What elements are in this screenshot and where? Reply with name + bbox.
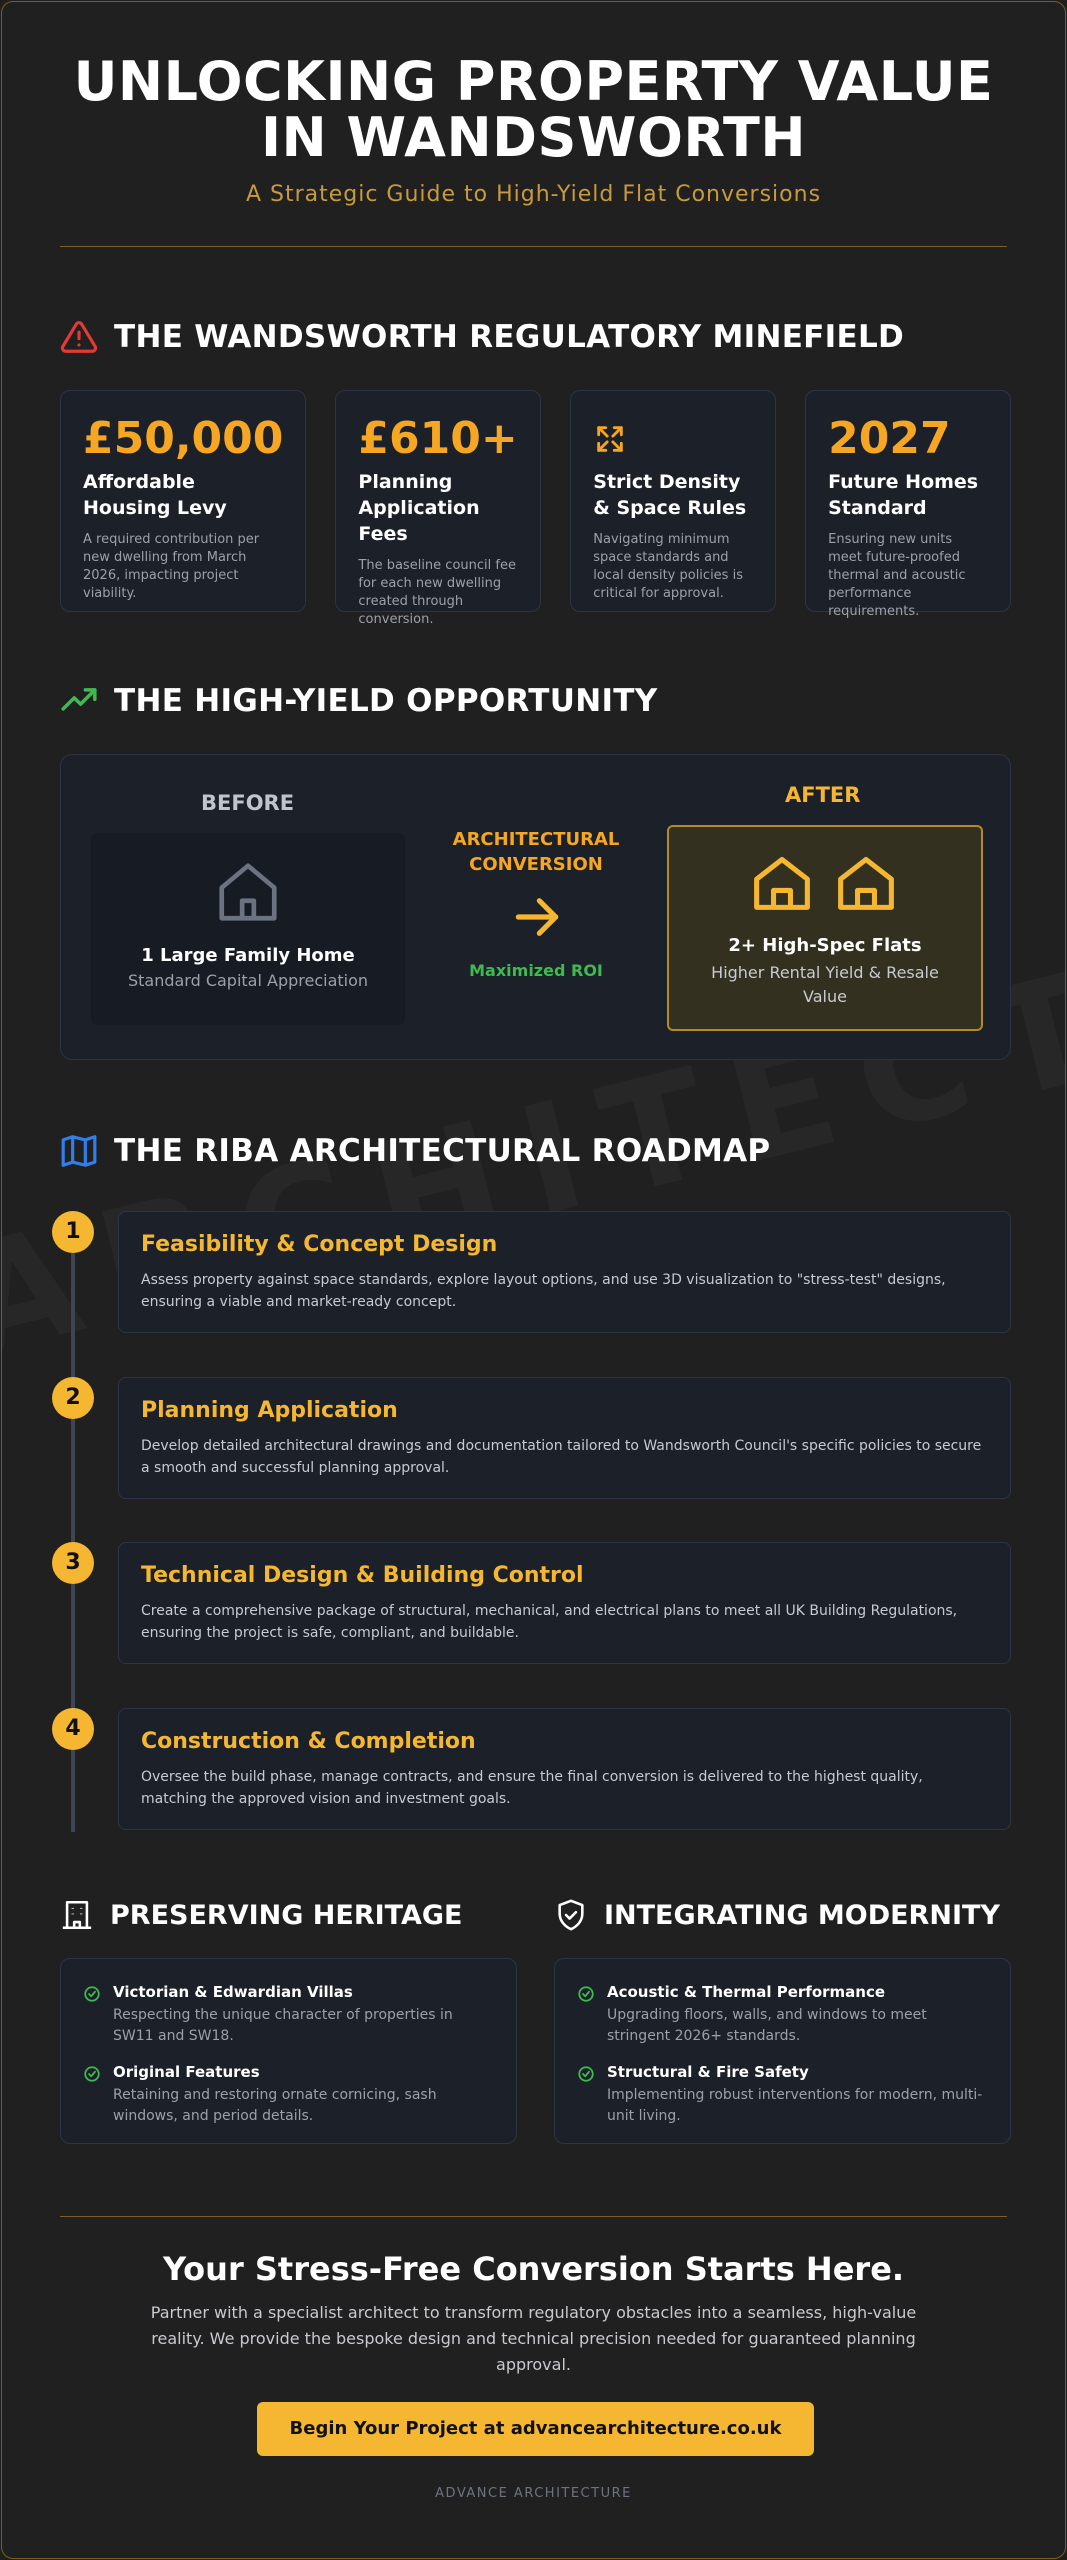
house-icon bbox=[831, 851, 901, 913]
before-box bbox=[91, 833, 405, 1025]
feature-title: Victorian & Edwardian Villas bbox=[113, 1983, 353, 2001]
stat-value: £50,000 bbox=[83, 413, 284, 464]
step-number: 4 bbox=[52, 1708, 94, 1750]
feature-desc: Respecting the unique character of properties in SW11 and SW18. bbox=[113, 2007, 453, 2044]
roadmap-step bbox=[118, 1211, 1011, 1333]
feature-title: Structural & Fire Safety bbox=[607, 2063, 809, 2081]
feature-desc: Implementing robust interventions for modern, multi-unit living. bbox=[607, 2087, 983, 2124]
check-circle-icon bbox=[83, 2065, 101, 2083]
stat-desc: The baseline council fee for each new dwelling created through conversion. bbox=[358, 558, 516, 627]
stat-value: 2027 bbox=[828, 413, 951, 464]
footer-brand: ADVANCE ARCHITECTURE bbox=[435, 2486, 632, 2501]
cta-text: Partner with a specialist architect to transform regulatory obstacles into a seamless, high-value reality. We provide the bespoke design and technical precision needed for guaranteed planning approval. bbox=[150, 2303, 917, 2374]
after-box bbox=[667, 825, 983, 1031]
feature-item bbox=[83, 2063, 494, 2127]
step-title: Planning Application bbox=[141, 1398, 398, 1423]
feature-title: Original Features bbox=[113, 2063, 260, 2081]
page-title: UNLOCKING PROPERTY VALUE IN WANDSWORTH bbox=[73, 50, 994, 169]
before-label: BEFORE bbox=[201, 791, 295, 815]
cta-title: Your Stress-Free Conversion Starts Here. bbox=[162, 2250, 905, 2288]
book-map-icon bbox=[60, 1132, 98, 1170]
stat-label: Future Homes Standard bbox=[828, 471, 979, 519]
arrow-right-icon bbox=[509, 889, 565, 945]
after-label: AFTER bbox=[785, 783, 861, 807]
section-heading: THE HIGH-YIELD OPPORTUNITY bbox=[114, 683, 658, 719]
section-heading: THE RIBA ARCHITECTURAL ROADMAP bbox=[114, 1133, 771, 1169]
feature-item bbox=[577, 1983, 988, 2047]
step-desc: Oversee the build phase, manage contracts, and ensure the final conversion is delivered to the highest quality, matching the approved vision and investment goals. bbox=[141, 1769, 923, 1807]
feature-desc: Upgrading floors, walls, and windows to meet stringent 2026+ standards. bbox=[607, 2007, 927, 2044]
expand-arrows-icon bbox=[593, 422, 627, 456]
section-heading: THE WANDSWORTH REGULATORY MINEFIELD bbox=[114, 319, 905, 355]
page-subtitle: A Strategic Guide to High-Yield Flat Conversions bbox=[245, 182, 822, 207]
after-desc: Higher Rental Yield & Resale Value bbox=[711, 963, 939, 1006]
begin-project-button[interactable]: Begin Your Project at advancearchitecture.co.uk bbox=[257, 2402, 814, 2456]
feature-item bbox=[83, 1983, 494, 2047]
trending-up-icon bbox=[60, 682, 98, 720]
opportunity-section-title bbox=[60, 682, 658, 720]
infographic-frame bbox=[1, 1, 1066, 2559]
step-number: 2 bbox=[52, 1377, 94, 1419]
stat-card bbox=[60, 390, 306, 612]
regulatory-section-title bbox=[60, 318, 904, 356]
roadmap-step bbox=[118, 1708, 1011, 1830]
modernity-box bbox=[554, 1958, 1011, 2144]
divider bbox=[60, 2216, 1007, 2217]
shield-check-icon bbox=[554, 1898, 588, 1932]
column-heading: PRESERVING HERITAGE bbox=[110, 1899, 463, 1931]
step-desc: Create a comprehensive package of structural, mechanical, and electrical plans to meet all UK Building Regulations, ensuring the project is safe, compliant, and buildable. bbox=[141, 1603, 958, 1641]
building-icon bbox=[60, 1898, 94, 1932]
heritage-title bbox=[60, 1898, 463, 1932]
stat-desc: A required contribution per new dwelling from March 2026, impacting project viability. bbox=[83, 532, 260, 601]
feature-item bbox=[577, 2063, 988, 2127]
house-icon bbox=[747, 851, 817, 913]
stat-label: Affordable Housing Levy bbox=[83, 471, 227, 519]
step-number: 1 bbox=[52, 1211, 94, 1253]
step-number: 3 bbox=[52, 1542, 94, 1584]
stat-label: Strict Density & Space Rules bbox=[593, 471, 747, 519]
stat-card bbox=[335, 390, 541, 627]
step-desc: Develop detailed architectural drawings and documentation tailored to Wandsworth Council's specific policies to secure a smooth and successful planning approval. bbox=[141, 1438, 982, 1476]
roadmap-step bbox=[118, 1377, 1011, 1499]
roi-label: Maximized ROI bbox=[469, 961, 603, 980]
stat-card bbox=[805, 390, 1011, 619]
before-title: 1 Large Family Home bbox=[141, 945, 355, 966]
opportunity-panel bbox=[60, 754, 1011, 1060]
warning-triangle-icon bbox=[60, 318, 98, 356]
stat-desc: Navigating minimum space standards and local density policies is critical for approval. bbox=[593, 532, 743, 601]
feature-desc: Retaining and restoring ornate cornicing, sash windows, and period details. bbox=[113, 2087, 437, 2124]
roadmap-step bbox=[118, 1542, 1011, 1664]
modernity-title bbox=[554, 1898, 1000, 1932]
conversion-arrow-block bbox=[431, 827, 641, 980]
check-circle-icon bbox=[577, 2065, 595, 2083]
heritage-box bbox=[60, 1958, 517, 2144]
column-heading: INTEGRATING MODERNITY bbox=[604, 1899, 1000, 1931]
conversion-label: ARCHITECTURAL CONVERSION bbox=[452, 829, 620, 875]
step-title: Construction & Completion bbox=[141, 1729, 476, 1754]
after-title: 2+ High-Spec Flats bbox=[728, 935, 922, 956]
house-icon bbox=[213, 857, 283, 927]
stat-label: Planning Application Fees bbox=[358, 471, 480, 545]
check-circle-icon bbox=[577, 1985, 595, 2003]
hero-header bbox=[60, 50, 1007, 207]
step-desc: Assess property against space standards, explore layout options, and use 3D visualization to "stress-test" designs, ensuring a viable and market-ready concept. bbox=[141, 1272, 946, 1310]
stat-value: £610+ bbox=[358, 413, 518, 464]
check-circle-icon bbox=[83, 1985, 101, 2003]
before-desc: Standard Capital Appreciation bbox=[127, 971, 369, 990]
stat-card bbox=[570, 390, 776, 612]
regulatory-cards bbox=[60, 390, 1011, 627]
roadmap-section-title bbox=[60, 1132, 770, 1170]
feature-title: Acoustic & Thermal Performance bbox=[607, 1983, 886, 2001]
stat-desc: Ensuring new units meet future-proofed thermal and acoustic performance requirements. bbox=[828, 532, 966, 619]
step-title: Technical Design & Building Control bbox=[141, 1563, 584, 1588]
divider bbox=[60, 246, 1007, 247]
step-title: Feasibility & Concept Design bbox=[141, 1232, 498, 1257]
